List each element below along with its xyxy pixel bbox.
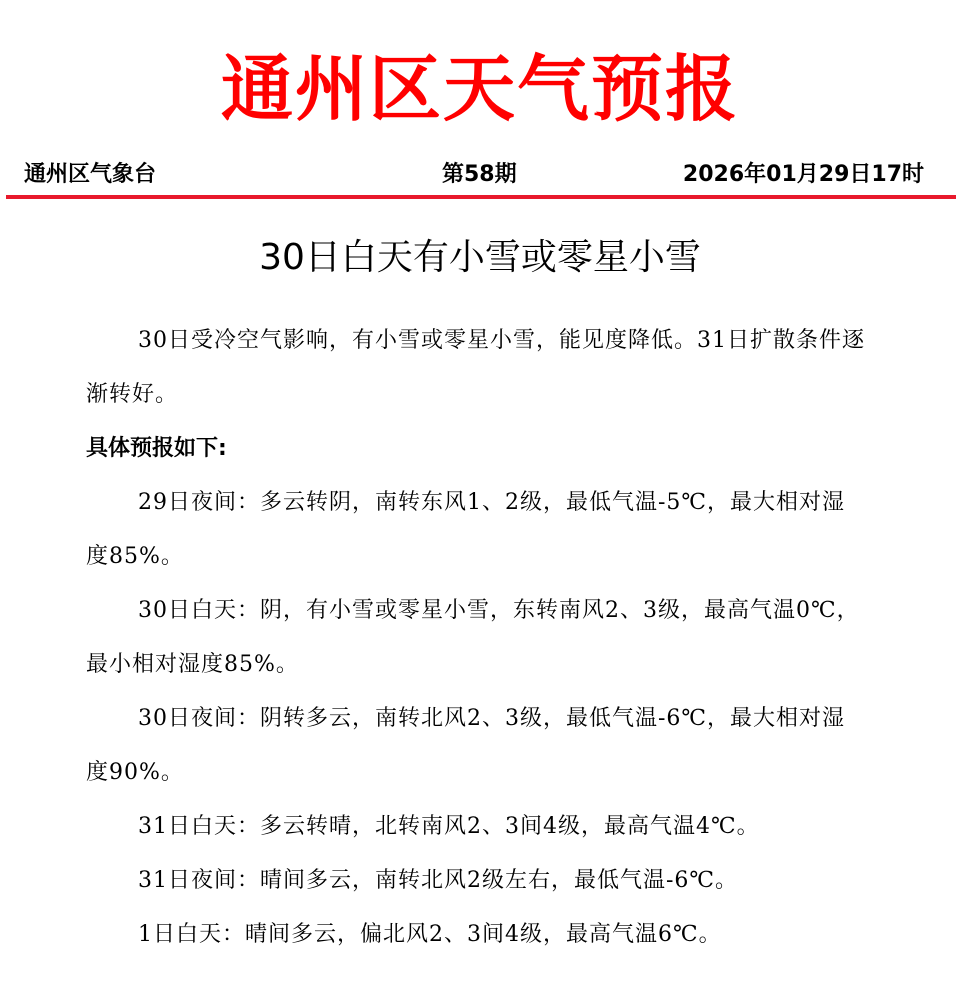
headline: 30日白天有小雪或零星小雪 [259, 237, 701, 278]
forecast-item: 31日夜间：晴间多云，南转北风2级左右，最低气温-6℃。 [138, 868, 739, 893]
masthead-title: 通州区天气预报 [220, 46, 739, 131]
forecast-item: 30日夜间：阴转多云，南转北风2、3级，最低气温-6℃，最大相对湿度90%。 [86, 706, 846, 785]
issuer: 通州区气象台 [24, 162, 157, 187]
forecast-item: 1日白天：晴间多云，偏北风2、3间4级，最高气温6℃。 [138, 922, 722, 947]
forecast-item: 30日白天：阴，有小雪或零星小雪，东转南风2、3级，最高气温0℃，最小相对湿度85%。 [86, 598, 860, 677]
forecast-item: 29日夜间：多云转阴，南转东风1、2级，最低气温-5℃，最大相对湿度85%。 [86, 490, 846, 569]
header-divider [6, 195, 956, 199]
issue-time: 2026年01月29日17时 [682, 162, 924, 187]
issue-number: 第58期 [442, 162, 517, 187]
forecast-heading: 具体预报如下: [86, 436, 227, 461]
forecast-body [86, 314, 866, 962]
intro-paragraph: 30日受冷空气影响，有小雪或零星小雪，能见度降低。31日扩散条件逐渐转好。 [86, 328, 865, 407]
forecast-item: 31日白天：多云转晴，北转南风2、3间4级，最高气温4℃。 [138, 814, 760, 839]
issue-info-row [24, 158, 924, 192]
